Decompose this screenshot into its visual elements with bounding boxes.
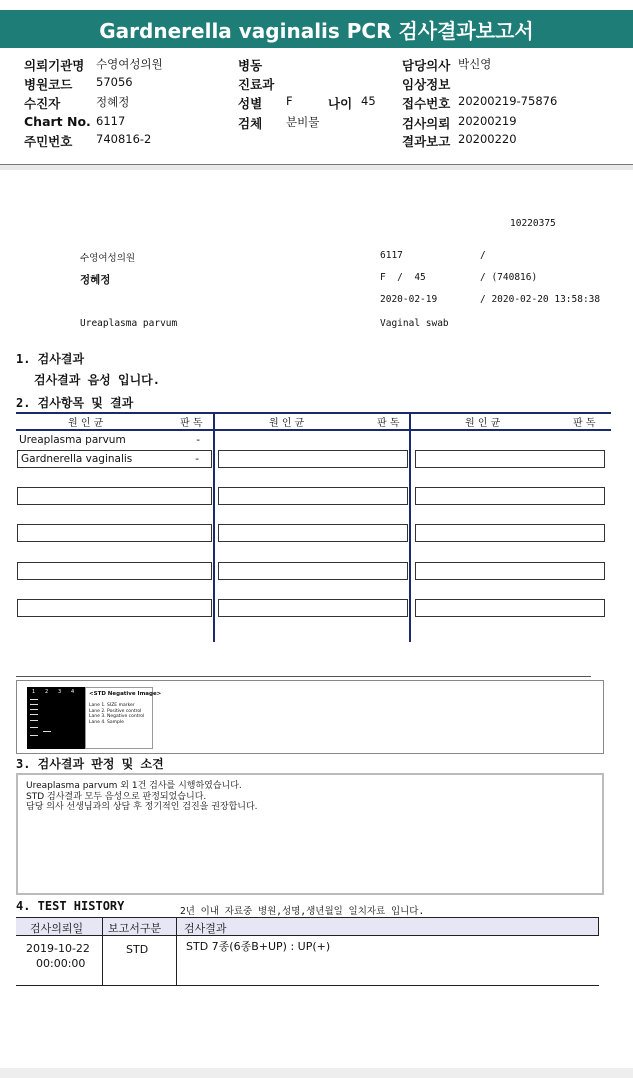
result-pathogen: Ureaplasma parvum [19,434,126,446]
info-date-received: 2020-02-19 [380,294,438,305]
grid-header-col-3 [409,414,611,429]
result-judgment: - [195,453,199,465]
institution-value: 수영여성의원 [96,57,163,71]
empty-cell [218,524,408,542]
info-sex-age: F / 45 [380,272,426,283]
age-label: 나이 [328,96,353,111]
history-col-sep-2 [176,917,177,985]
ward-label: 병동 [238,58,263,73]
legend-item: Lane 2. Positive control [89,708,142,714]
opinion-box [16,773,604,895]
empty-cell [415,562,605,580]
section3-heading: 3. 검사결과 판정 및 소견 [16,757,164,771]
opinion-line: STD 검사결과 모두 음성으로 판정되었습니다. [26,791,207,802]
hospital-code-label: 병원코드 [24,77,73,92]
gel-band [30,699,38,700]
info-chart: 6117 [380,250,403,261]
header-row-5 [0,132,633,150]
empty-cell [415,599,605,617]
legend-item: Lane 1. SIZE marker [89,703,135,708]
history-result: STD 7종(6종B+UP) : UP(+) [186,940,331,953]
image-divider [16,676,591,677]
history-col-date: 검사의뢰일 [30,922,84,935]
header-row-4 [0,114,633,132]
history-time: 00:00:00 [36,957,86,970]
grid-header-col-2 [213,414,409,429]
history-type: STD [126,943,149,956]
doctor-value: 박신영 [458,57,492,71]
doctor-label: 담당의사 [402,58,451,73]
lane-number: 2 [45,689,49,695]
gel-image [27,687,85,749]
col1-judgment-header: 판 독 [180,418,203,429]
empty-cell [415,450,605,468]
patient-label: 수진자 [24,96,61,111]
gel-legend [85,687,162,749]
empty-cell [17,599,212,617]
info-date-reported: / 2020-02-20 13:58:38 [480,294,601,305]
empty-cell [218,487,408,505]
history-header-row [16,917,599,936]
history-col-sep-1 [102,917,103,985]
empty-cell [17,487,212,505]
info-test-item: Ureaplasma parvum [80,318,178,329]
clinical-info-label: 임상정보 [402,77,451,92]
history-col-type: 보고서구분 [108,922,162,935]
history-date: 2019-10-22 [26,942,90,955]
specimen-label: 검체 [238,116,263,131]
lane-number: 4 [71,689,75,695]
report-title: Gardnerella vaginalis PCR 검사결과보고서 [0,10,633,48]
department-label: 진료과 [238,77,275,92]
lane-number: 1 [32,689,36,695]
history-col-sep-end [598,917,599,936]
opinion-line: 담당 의사 선생님과의 상담 후 정기적인 검진을 권장합니다. [26,802,258,812]
info-slash: / [480,250,486,261]
gel-band [30,709,38,710]
result-pathogen: Gardnerella vaginalis [21,453,133,465]
empty-cell [218,450,408,468]
gel-band [30,714,38,715]
history-col-result: 검사결과 [184,922,227,935]
section1-heading: 1. 검사결과 [16,352,85,366]
resident-no-value: 740816-2 [96,132,152,146]
page-bottom-band [0,1068,633,1078]
legend-item: Lane 4. Sample [89,719,124,725]
header-divider [0,165,633,170]
info-specimen: Vaginal swab [380,318,449,329]
empty-cell [415,524,605,542]
report-id: 10220375 [510,218,556,229]
empty-cell [218,562,408,580]
gel-band [30,735,38,736]
result-report-value: 20200220 [458,132,517,146]
test-request-label: 검사의뢰 [402,116,451,131]
gel-image-box [16,680,604,754]
age-value: 45 [361,94,376,108]
specimen-value: 분비물 [286,115,320,129]
col3-pathogen-header: 원 인 균 [465,418,501,429]
empty-cell [17,524,212,542]
resident-no-label: 주민번호 [24,134,73,149]
legend-title: <STD Negative Image> [89,691,162,697]
empty-cell [17,562,212,580]
grid-header-col-1 [16,414,213,429]
col2-judgment-header: 판 독 [377,418,400,429]
report-header [0,50,633,165]
header-row-3 [0,94,633,112]
sex-value: F [286,94,293,108]
section2-heading: 2. 검사항목 및 결과 [16,396,134,410]
chart-no-value: 6117 [96,114,126,128]
receipt-no-value: 20200219-75876 [458,94,558,108]
receipt-no-label: 접수번호 [402,96,451,111]
history-note: 2년 이내 자료중 병원,성명,생년월일 일치자료 입니다. [180,906,425,917]
results-grid [16,412,611,642]
info-birth: / (740816) [480,272,538,283]
result-row [16,432,212,450]
opinion-line: Ureaplasma parvum 외 1건 검사를 시행하였습니다. [26,781,242,791]
col1-pathogen-header: 원 인 균 [68,418,104,429]
gel-band [30,720,38,721]
result-report-label: 결과보고 [402,134,451,149]
test-request-value: 20200219 [458,114,517,128]
result-judgment: - [196,434,200,446]
info-patient: 정혜정 [80,274,111,286]
empty-cell [415,487,605,505]
gel-band [30,727,38,728]
empty-cell [218,599,408,617]
legend-item: Lane 3. Negative control [89,714,145,719]
patient-value: 정혜정 [96,95,130,109]
grid-divider-2 [409,412,411,642]
col3-judgment-header: 판 독 [573,418,596,429]
gel-band [30,704,38,705]
info-clinic: 수영여성의원 [80,253,136,264]
lane-number: 3 [58,689,62,695]
grid-divider-1 [213,412,215,642]
header-row-1 [0,56,633,74]
section1-text: 검사결과 음성 입니다. [34,373,161,387]
result-row [17,450,212,468]
gel-band [43,731,51,732]
history-bottom-line [16,985,599,986]
institution-label: 의뢰기관명 [24,58,85,73]
section4-heading: 4. TEST HISTORY [16,899,125,913]
grid-header-line [16,429,611,431]
hospital-code-value: 57056 [96,75,133,89]
chart-no-label: Chart No. [24,114,91,129]
sex-label: 성별 [238,96,263,111]
header-row-2 [0,75,633,93]
col2-pathogen-header: 원 인 균 [269,418,305,429]
